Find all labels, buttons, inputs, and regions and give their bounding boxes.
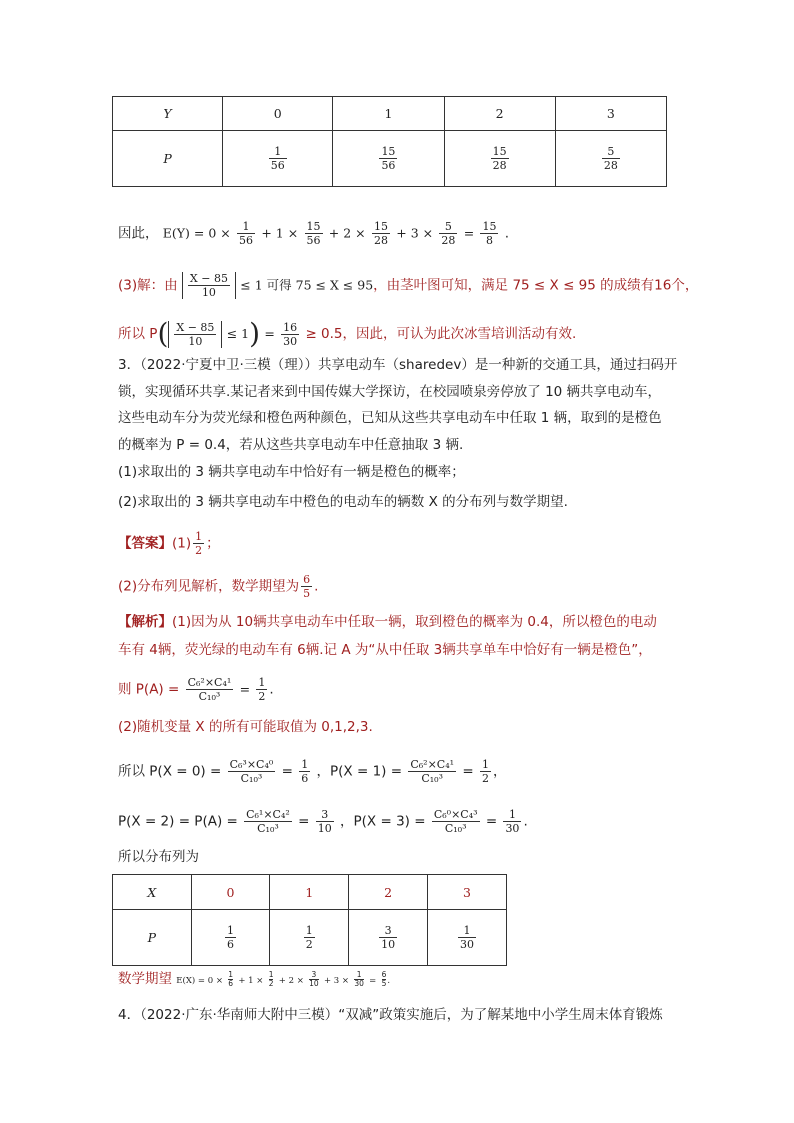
problem3-line: 锁，实现循环共享.某记者来到中国传媒大学探访，在校园喷泉旁停放了 10 辆共享电动车， [118,384,662,400]
frac-den: 28 [373,234,388,247]
frac-den: 30 [354,978,364,988]
punct: . [314,578,319,595]
frac-num: 1 [195,530,203,543]
frac-num: C₆²×C₄¹ [410,758,455,771]
frac-num: X − 85 [189,272,228,285]
problem3-line: (1)求取出的 3 辆共享电动车中恰好有一辆是橙色的概率； [118,464,465,480]
answer-line1 [118,530,220,557]
math-op: = [264,326,275,341]
problem3-line: 这些电动车分为荧光绿和橙色两种颜色，已知从这些共享电动车中任取 1 辆，取到的是橙色 [118,410,662,426]
table-x-header-cell: 3 [428,875,507,910]
math-op: = [239,681,251,697]
frac-den: C₁₀³ [240,772,263,785]
part3-line1 [118,272,698,299]
frac-num: 6 [381,969,387,979]
answer-text: (1) [172,535,192,552]
math-op: + 2 × [328,225,366,241]
table-y-header-cell: 1 [333,97,444,131]
math-expr: ≤ 1 [226,326,250,341]
frac-den: 56 [239,234,254,247]
analysis-text: ，P(X = 3) = [340,813,426,830]
analysis-text: 则 P(A) = [118,681,180,698]
table-y-header-cell: 2 [444,97,555,131]
frac-den: 2 [305,938,313,951]
frac-num: 6 [303,573,311,586]
frac-num: 15 [482,220,497,233]
frac-den: 2 [268,978,274,988]
punct: . [269,681,274,698]
frac-den: 30 [505,822,520,835]
table-x-header-cell: 0 [191,875,270,910]
frac-den: 8 [485,234,493,247]
frac-den: C₁₀³ [444,822,467,835]
frac-den: 28 [603,159,618,172]
table-y-prob-cell [444,131,555,187]
analysis-line [118,676,274,703]
frac-num: 1 [503,808,521,822]
frac-den: 5 [381,978,387,988]
table-x-header-cell: X [113,875,192,910]
math-op: + 3 × [396,225,434,241]
distribution-table-y [112,96,667,187]
frac-num: 16 [283,320,298,334]
line-prefix: 因此， [118,225,159,242]
math-expr: E(Y) = 0 × [162,225,231,241]
frac-den: 28 [492,159,507,172]
frac-den: 6 [301,772,309,785]
analysis-text: 所以 P(X = 0) = [118,763,222,780]
math-expr: ≤ 1 可得 75 ≤ X ≤ 95 [240,277,374,293]
frac-den: 2 [195,544,203,557]
distribution-table-x [112,874,507,966]
frac-num: 1 [228,969,234,979]
table-x-prob-cell [270,910,349,966]
answer-line2 [118,573,318,600]
table-y-header-cell: 0 [223,97,333,131]
frac-num: 1 [305,924,313,937]
analysis-line: P(X = 2) = P(A) = $\frac{\text{C₆¹×C₄²}}{\text{C₁₀³}}$ = $\frac{3}{10}$ ，P(X = 3) = $\frac{\text{C₆⁰×C₄³}}{\text{C₁₀³}}$ = $\frac{1}{30}$ . [118,808,528,835]
frac-den: C₁₀³ [198,690,221,703]
frac-num: 1 [458,924,476,938]
math-expr: E(X) = 0 × [176,976,223,986]
frac-den: 56 [381,159,396,172]
frac-den: 10 [309,978,319,988]
frac-num: C₆⁰×C₄³ [433,808,478,821]
problem3-line: 的概率为 P = 0.4，若从这些共享电动车中任意抽取 3 辆. [118,437,464,453]
expectation-x-line [118,968,390,992]
answer-text: (2)分布列见解析，数学期望为 [118,578,300,595]
frac-num: 3 [379,924,397,938]
math-op: + 1 × [238,976,264,986]
frac-num: 5 [439,220,457,234]
frac-num: 15 [306,220,321,233]
problem3-line: (2)求取出的 3 辆共享电动车中橙色的电动车的辆数 X 的分布列与数学期望. [118,494,568,510]
math-op: + 3 × [323,976,350,986]
frac-den: 5 [303,587,311,600]
frac-num: 1 [354,971,364,980]
math-op: = [463,225,475,241]
table-y-prob-cell [223,131,333,187]
frac-num: C₆²×C₄¹ [187,676,232,689]
math-op: + 1 × [261,225,299,241]
problem4-line: 4．（2022·广东·华南师大附中三模）“双减”政策实施后，为了解某地中小学生周末体育锻炼 [118,1007,663,1023]
frac-den: 56 [270,159,285,172]
analysis-text: P(X = 2) = P(A) = [118,813,238,830]
frac-den: 10 [317,822,332,835]
part3-text: ，由茎叶图可知，满足 75 ≤ X ≤ 95 的成绩有16个， [373,277,699,294]
part3-text: 所以 P [118,326,158,342]
frac-den: 6 [228,978,234,988]
frac-den: 56 [306,234,321,247]
analysis-line: 所以分布列为 [118,849,199,865]
answer-tag: 【答案】 [118,535,172,552]
frac-num: 1 [227,924,235,937]
frac-num: 3 [309,971,319,980]
analysis-text: (1)因为从 10辆共享电动车中任取一辆，取到橙色的概率为 0.4，所以橙色的电动 [172,614,657,630]
frac-num: 1 [269,145,287,159]
table-x-prob-cell [349,910,428,966]
part3-line2: 所以 P( $\frac{X - 85}{10}$ ≤ 1) = $\frac{16}{30}$ ≥ 0.5，因此，可认为此次冰雪培训活动有效. [118,317,577,350]
frac-num: C₆¹×C₄² [246,808,290,821]
frac-den: 10 [188,334,203,348]
frac-num: 5 [602,145,620,159]
table-y-header-cell: Y [113,97,223,131]
frac-num: 1 [481,758,489,771]
table-y-row-label: P [113,131,223,187]
frac-num: 1 [301,758,309,771]
punct: . [387,976,391,986]
math-op: + 2 × [278,976,304,986]
table-x-header-cell: 2 [349,875,428,910]
punct: . [523,813,528,830]
math-op: = [369,976,377,986]
frac-den: 10 [201,286,216,299]
analysis-line: 车有 4辆，荧光绿的电动车有 6辆.记 A 为“从中任取 3辆共享单车中恰好有一辆是橙色”， [118,642,652,658]
frac-den: 28 [441,234,456,247]
table-y-prob-cell [333,131,444,187]
table-x-header-cell: 1 [270,875,349,910]
analysis-line: (2)随机变量 X 的所有可能取值为 0,1,2,3. [118,719,373,735]
frac-num: 15 [381,145,396,158]
table-x-row-label: P [113,910,192,966]
expectation-label: 数学期望 [118,971,172,987]
frac-den: 30 [283,334,298,348]
frac-den: 2 [258,690,266,703]
frac-num: 1 [237,220,255,234]
frac-den: 30 [460,938,475,951]
analysis-line: 所以 P(X = 0) = $\frac{\text{C₆³×C₄⁰}}{\text{C₁₀³}}$ = $\frac{1}{6}$ ，P(X = 1) = $\frac{\text{C₆²×C₄¹}}{\text{C₁₀³}}$ = $\frac{1}{2}$ ， [118,758,507,785]
frac-num: 1 [258,676,266,689]
frac-num: 15 [373,220,388,233]
table-y-prob-cell [555,131,666,187]
analysis-text: ，P(X = 1) = [316,763,403,780]
table-y-header-cell: 3 [555,97,666,131]
frac-num: 15 [492,145,507,158]
punct: ； [206,535,220,552]
table-x-prob-cell [191,910,270,966]
frac-num: X − 85 [176,320,215,334]
frac-num: 3 [316,808,334,822]
punct: . [504,225,510,242]
frac-num: 1 [268,969,274,979]
frac-den: 6 [227,938,235,951]
frac-den: C₁₀³ [421,772,443,785]
frac-den: 2 [481,772,489,785]
frac-num: C₆³×C₄⁰ [229,758,274,771]
table-x-prob-cell [428,910,507,966]
analysis-tag: 【解析】 [118,614,172,630]
punct: ， [492,763,507,780]
part3-label: (3)解：由 [118,277,178,294]
expectation-y-line [118,220,509,247]
problem3-line: 3．（2022·宁夏中卫·三模（理））共享电动车（sharedev）是一种新的交通工具，通过扫码开 [118,357,678,373]
frac-den: C₁₀³ [257,822,279,835]
analysis-line [118,611,657,633]
part3-text: ≥ 0.5，因此，可认为此次冰雪培训活动有效. [305,326,577,342]
frac-den: 10 [381,938,396,951]
